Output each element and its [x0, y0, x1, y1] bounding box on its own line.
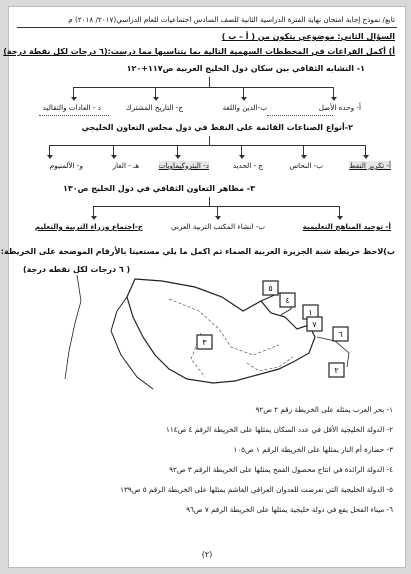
chart2-arrow — [177, 145, 178, 155]
chart1-option: د - العادات والتقاليد — [42, 103, 101, 112]
chart2-option: و- الألمنيوم — [49, 161, 83, 170]
exam-page — [0, 6, 406, 568]
chart3-title: ٣- مظاهر التعاون الثقافي في دول الخليج ص١٣٠ — [63, 184, 255, 193]
chart2-option: ب- النحاس — [289, 161, 323, 170]
chart3-arrow — [339, 206, 340, 216]
page-number: (٢) — [201, 550, 213, 559]
chart2-arrow — [365, 145, 366, 155]
chart1-stem — [209, 77, 210, 87]
chart3-option: ب- انشاء المكتب التربية العربي — [171, 222, 265, 231]
chart1-arrow — [243, 87, 244, 97]
map-number-box — [280, 293, 295, 307]
answer-line — [267, 115, 333, 116]
map-number-box — [333, 327, 348, 341]
arabian-peninsula-map — [17, 271, 392, 391]
section2-title: السؤال الثاني: موضوعي يتكون من ( أ – ب ) — [221, 32, 395, 41]
chart3-stem — [209, 197, 210, 206]
border-line — [169, 299, 279, 355]
chart1-option: أ- وحده الأصل — [318, 103, 361, 112]
chart1-option: ج- التاريخ المشترك — [125, 103, 183, 112]
chart1-arrow — [333, 87, 334, 97]
chart2-option: د- البتروكيماويات — [158, 161, 209, 170]
chart2-stem — [209, 136, 210, 145]
chart2-arrow — [241, 145, 242, 155]
chart2-option: ج - الحديد — [232, 161, 263, 170]
map-label: ٢ — [334, 366, 339, 375]
chart1-arrow — [73, 87, 74, 97]
chart1-option: ب-الدين واللغة — [222, 103, 267, 112]
map-label: ٦ — [338, 330, 343, 339]
chart3-arrow — [93, 206, 94, 216]
map-label: ٥ — [268, 284, 273, 293]
question-item: ٦- ميناء الفحل يقع في دولة خليجية يمثلها على الخريطة الرقم ٧ ص٩٦ — [186, 505, 393, 514]
partA-instruction: أ) أكمل الفراغات في المخططات السهمية التالية بما يتناسبها مما درست:(٦ درجات لكل نقطة درجة) — [3, 47, 395, 56]
chart1-arrow — [155, 87, 156, 97]
map-number-box — [329, 363, 344, 377]
chart1-title: ١- التشابه الثقافي بين سكان دول الخليج العربية ص١١٧+١٢٠ — [126, 64, 365, 73]
chart2-title: ٢-أنواع الصناعات القائمة على النفط في دول مجلس التعاون الخليجي — [81, 123, 353, 132]
chart2-option: هـ - الغاز — [112, 161, 139, 170]
chart3-branch — [93, 206, 339, 207]
answer-line — [39, 115, 109, 116]
map-label: ٧ — [312, 320, 317, 329]
map-number-box — [197, 335, 212, 349]
page-header: تابع/ نموذج إجابة امتحان نهاية الفترة الدراسية الثانية للصف السادس اجتماعيات للعام الدراسي(٢٠١٧/ ٢٠١٨) م — [68, 15, 395, 24]
header-divider — [17, 27, 397, 28]
question-item: ٥- الدولة الخليجية التي تعرضت للعدوان العراقي الغاشم يمثلها على الخريطة الرقم ٥ ص١٣٩ — [120, 485, 393, 494]
map-number-box — [263, 281, 278, 295]
chart2-arrow — [113, 145, 114, 155]
chart2-arrow — [303, 145, 304, 155]
question-item: ١- بحر العرب يمثله على الخريطة رقم ٢ ص٩٢ — [255, 405, 393, 414]
africa-coast — [65, 275, 81, 379]
map-label: ١ — [308, 308, 313, 317]
chart3-arrow — [217, 206, 218, 216]
map-label: ٤ — [285, 296, 290, 305]
chart2-option: أ- تكرير النفط — [349, 161, 391, 170]
question-item: ٤- الدولة الرائدة في انتاج محصول القمح يمثلها على الخريطة الرقم ٣ ص٩٢ — [169, 465, 393, 474]
partB-marks: ( ٦ درجات لكل نقطه درجة) — [23, 265, 131, 274]
question-item: ٢- الدولة الخليجية الأقل في عدد السكان يمثلها على الخريطة الرقم ٤ ص١١٤ — [165, 425, 393, 434]
border-line — [247, 357, 293, 371]
chart2-branch — [49, 145, 365, 146]
question-item: ٣- حضارة أم النار يمثلها على الخريطة الرقم ١ ص١٠٥ — [233, 445, 393, 454]
chart3-option: أ- توحيد المناهج التعليمية — [302, 222, 391, 231]
partB-instruction: ب)لاحظ خريطة شبة الجزيرة العربية الصماء ثم اكمل ما يلي مستعينا بالأرقام الموضحة على الخريطة: — [0, 247, 395, 256]
chart1-branch — [73, 87, 333, 88]
map-label: ٣ — [202, 338, 207, 347]
map-number-box — [307, 317, 322, 331]
chart3-option: ج-اجتماع وزراء التربية والتعليم — [34, 222, 143, 231]
chart2-arrow — [49, 145, 50, 155]
